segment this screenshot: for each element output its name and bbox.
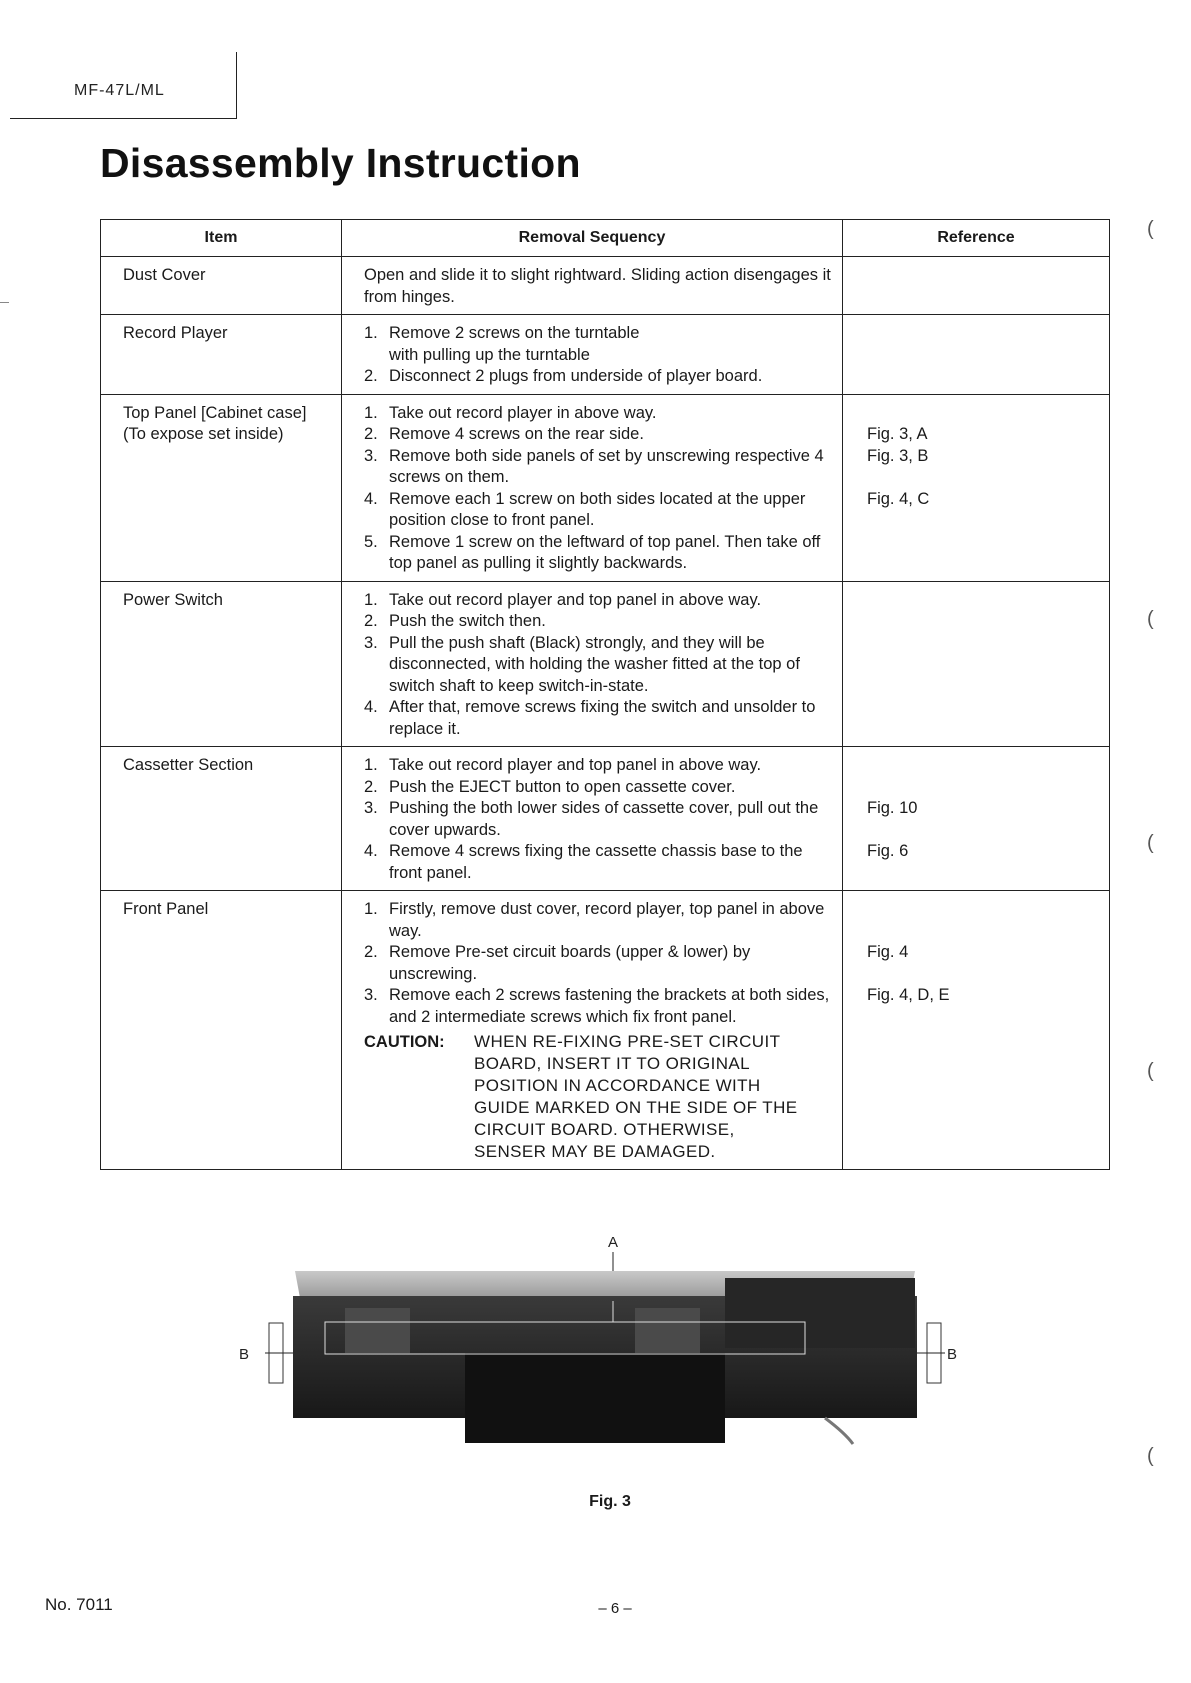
item-name: Dust Cover (123, 266, 206, 284)
table-header-row (101, 220, 1110, 257)
item-cell (101, 257, 342, 315)
step-item (364, 403, 832, 425)
item-note: (To expose set inside) (123, 425, 284, 443)
step-item (364, 424, 832, 446)
reference-line (867, 403, 1099, 425)
step-item (364, 633, 832, 698)
rear-panel-recess (465, 1353, 725, 1443)
callout-b-left-label: B (239, 1346, 250, 1363)
reference-line: Fig. 4, C (867, 489, 930, 508)
step-item (364, 899, 832, 942)
step-number: 4. (364, 489, 378, 508)
reference-cell (843, 747, 1110, 891)
sequence-cell (342, 747, 843, 891)
step-item (364, 755, 832, 777)
step-number: 1. (364, 900, 378, 918)
rear-view-illustration (235, 1228, 975, 1448)
step-list (364, 403, 832, 575)
sequence-text: Open and slide it to slight rightward. Sliding action disengages it from hinges. (364, 266, 831, 306)
step-list (364, 755, 832, 884)
reference-line: Fig. 3, A (867, 425, 928, 443)
step-text: Remove 4 screws on the rear side. (389, 425, 644, 443)
reference-line: Fig. 4 (867, 943, 909, 961)
step-number: 5. (364, 532, 378, 551)
item-name: Record Player (123, 324, 228, 342)
step-number: 4. (364, 842, 378, 860)
reference-line (867, 921, 1099, 943)
step-number: 1. (364, 403, 378, 422)
step-number: 1. (364, 590, 378, 609)
step-text: Firstly, remove dust cover, record player, top panel in above way. (389, 900, 825, 940)
step-number: 3. (364, 446, 378, 465)
reference-line: Fig. 10 (867, 799, 918, 817)
step-number: 2. (364, 425, 378, 443)
caution-label: CAUTION: (364, 1033, 445, 1051)
step-list (364, 899, 832, 1028)
step-list (364, 323, 832, 388)
step-number: 3. (364, 986, 378, 1004)
document-number: No. 7011 (45, 1595, 113, 1614)
margin-mark: ( (1147, 608, 1154, 630)
reference-line (867, 899, 1099, 921)
cabinet-side-block (725, 1278, 915, 1348)
table-row (101, 747, 1110, 891)
model-header-box (10, 52, 237, 119)
step-number: 2. (364, 612, 378, 630)
table-row (101, 315, 1110, 395)
step-text: Take out record player and top panel in above way. (389, 590, 762, 609)
sequence-cell (342, 891, 843, 1170)
step-item (364, 942, 832, 985)
reference-line: Fig. 6 (867, 842, 909, 860)
callout-b-right-label: B (947, 1346, 958, 1363)
reference-cell (843, 581, 1110, 747)
sequence-cell (342, 394, 843, 581)
item-cell (101, 581, 342, 747)
step-number: 2. (364, 777, 378, 796)
step-text: Remove both side panels of set by unscrewing respective 4 screws on them. (389, 446, 824, 486)
step-text: After that, remove screws fixing the switch and unsolder to replace it. (389, 698, 816, 738)
step-item (364, 798, 832, 841)
step-item (364, 489, 832, 532)
step-text: Push the EJECT button to open cassette cover. (389, 777, 736, 796)
step-text: Remove each 1 screw on both sides located at the upper position close to front panel. (389, 489, 806, 529)
reference-cell (843, 257, 1110, 315)
table-row (101, 257, 1110, 315)
table-row (101, 581, 1110, 747)
step-text: Take out record player and top panel in above way. (389, 756, 762, 774)
step-number: 3. (364, 799, 378, 817)
step-list (364, 590, 832, 741)
power-cord (825, 1418, 853, 1444)
page-number: – 6 – (598, 1600, 632, 1617)
column-header-item: Item (101, 220, 342, 257)
step-number: 1. (364, 324, 378, 342)
item-cell (101, 315, 342, 395)
step-text: Disconnect 2 plugs from underside of player board. (389, 367, 763, 385)
margin-mark: ( (1147, 832, 1154, 854)
item-name: Top Panel [Cabinet case] (123, 403, 307, 422)
step-item (364, 697, 832, 740)
step-text: Remove 2 screws on the turntable with pulling up the turntable (389, 324, 640, 364)
step-text: Remove each 2 screws fastening the brackets at both sides, and 2 intermediate screws which fix front panel. (389, 986, 830, 1026)
caution-note (364, 1031, 832, 1163)
step-item (364, 446, 832, 489)
hinge-right (635, 1308, 700, 1353)
item-name: Cassetter Section (123, 756, 254, 774)
item-name: Front Panel (123, 900, 209, 918)
step-item (364, 985, 832, 1028)
reference-line (867, 820, 1099, 842)
reference-line: Fig. 4, D, E (867, 986, 950, 1004)
step-text: Push the switch then. (389, 612, 546, 630)
step-text: Take out record player in above way. (389, 403, 657, 422)
callout-a-label: A (607, 1234, 619, 1251)
item-cell (101, 891, 342, 1170)
step-item (364, 841, 832, 884)
reference-line (867, 755, 1099, 777)
step-text: Remove 4 screws fixing the cassette chassis base to the front panel. (389, 842, 803, 882)
step-number: 1. (364, 756, 378, 774)
margin-mark: ( (1147, 1060, 1154, 1082)
step-number: 4. (364, 698, 378, 716)
step-item (364, 611, 832, 633)
reference-line (867, 777, 1099, 799)
step-number: 3. (364, 633, 378, 652)
step-text: Remove 1 screw on the leftward of top panel. Then take off top panel as pulling it slightly backwards. (389, 532, 821, 572)
item-cell (101, 394, 342, 581)
sequence-cell (342, 315, 843, 395)
margin-mark: ( (1147, 218, 1154, 240)
step-text: Pull the push shaft (Black) strongly, and they will be disconnected, with holding the washer fitted at the top of switch shaft to keep switch-in-state. (389, 633, 800, 695)
reference-cell (843, 315, 1110, 395)
hinge-left (345, 1308, 410, 1353)
caution-text: WHEN RE-FIXING PRE-SET CIRCUIT BOARD, INSERT IT TO ORIGINAL POSITION IN ACCORDANCE WITH GUIDE MARKED ON THE SIDE OF THE CIRCUIT BOARD. OTHERWISE, SENSER MAY BE DAMAGED. (474, 1032, 798, 1161)
page-title: Disassembly Instruction (100, 140, 581, 186)
sequence-cell (342, 581, 843, 747)
table-row (101, 394, 1110, 581)
margin-mark: ( (1147, 1445, 1154, 1467)
step-text: Remove Pre-set circuit boards (upper & lower) by unscrewing. (389, 943, 751, 983)
model-number: MF-47L/ML (74, 82, 165, 99)
item-name: Power Switch (123, 590, 223, 609)
step-item (364, 590, 832, 612)
reference-cell (843, 891, 1110, 1170)
table-row (101, 891, 1110, 1170)
step-item (364, 366, 832, 388)
sequence-cell (342, 257, 843, 315)
reference-line: Fig. 3, B (867, 446, 929, 465)
item-cell (101, 747, 342, 891)
disassembly-table (100, 219, 1110, 1170)
step-item (364, 323, 832, 366)
figure-caption: Fig. 3 (589, 1493, 631, 1510)
step-text: Pushing the both lower sides of cassette cover, pull out the cover upwards. (389, 799, 819, 839)
column-header-sequence: Removal Sequency (342, 220, 843, 257)
step-item (364, 532, 832, 575)
reference-line (867, 964, 1099, 986)
margin-dash (0, 302, 9, 303)
step-number: 2. (364, 943, 378, 961)
column-header-reference: Reference (843, 220, 1110, 257)
step-item (364, 777, 832, 799)
reference-cell (843, 394, 1110, 581)
step-number: 2. (364, 367, 378, 385)
reference-line (867, 467, 1099, 489)
